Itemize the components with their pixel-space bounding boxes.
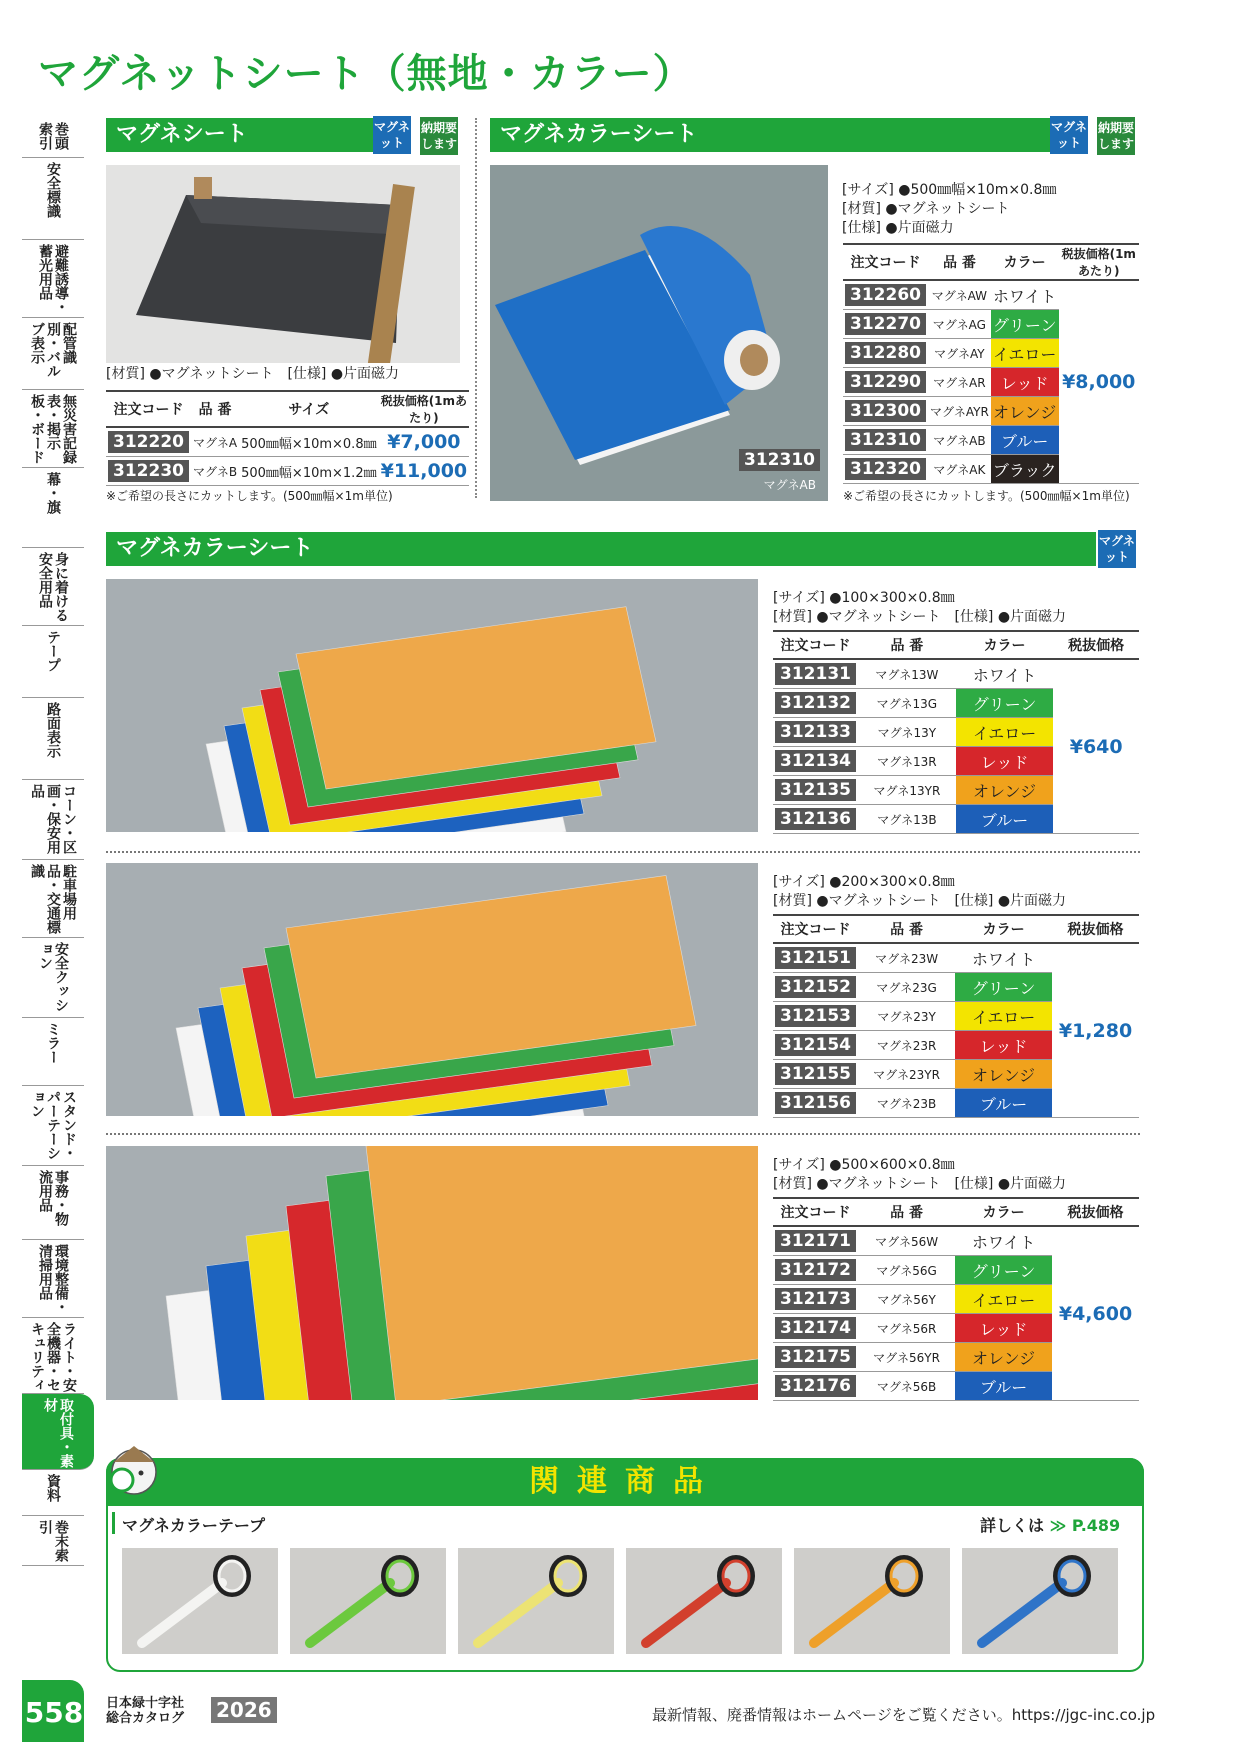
sidenav-item[interactable] xyxy=(22,1166,84,1240)
column-header: 注文コード xyxy=(773,1198,858,1226)
sidenav-item[interactable] xyxy=(22,240,84,318)
part-number: マグネ56B xyxy=(858,1372,955,1401)
sidenav-label: 資料 xyxy=(45,1474,61,1502)
order-code-value: 312136 xyxy=(775,808,856,830)
column-header: カラー xyxy=(955,1198,1052,1226)
sheet-photo-500x600 xyxy=(106,1146,758,1400)
sidenav-item[interactable] xyxy=(22,318,84,390)
sidenav-item[interactable] xyxy=(22,1516,84,1566)
group1-table xyxy=(773,630,1139,834)
sidenav-item[interactable] xyxy=(22,1240,84,1318)
order-code-value: 312132 xyxy=(775,692,856,714)
part-number: マグネAW xyxy=(928,280,991,310)
order-code-value: 312173 xyxy=(775,1288,856,1310)
part-number: マグネ23R xyxy=(858,1031,955,1060)
part-number: マグネ13W xyxy=(858,659,956,689)
order-code-value: 312176 xyxy=(775,1375,856,1397)
order-code-value: 312151 xyxy=(775,947,856,969)
color-name: イエロー xyxy=(956,718,1054,747)
order-code-value: 312220 xyxy=(108,431,189,453)
color-name: オレンジ xyxy=(955,1343,1052,1372)
order-code xyxy=(773,1343,858,1372)
part-number: マグネ23G xyxy=(858,973,955,1002)
section-b-heading: マグネカラーシート xyxy=(490,118,1050,152)
group2-spec xyxy=(773,873,1066,911)
spec-size: [サイズ] ●500㎜幅×10m×0.8㎜ xyxy=(842,182,1057,198)
order-code xyxy=(773,1060,858,1089)
order-code xyxy=(106,427,191,457)
column-header: 税抜価格(1mあたり) xyxy=(1059,244,1140,280)
order-code-value: 312153 xyxy=(775,1005,856,1027)
spec-size: [サイズ] ●100×300×0.8㎜ xyxy=(773,590,955,606)
sidenav-item[interactable] xyxy=(22,1018,84,1086)
order-code xyxy=(843,455,928,484)
order-code xyxy=(773,747,858,776)
table-row xyxy=(106,427,469,457)
sidenav-label: 幕・旗 xyxy=(45,472,61,514)
part-number: マグネAY xyxy=(928,339,991,368)
order-code xyxy=(773,1226,858,1256)
column-header: 品 番 xyxy=(928,244,991,280)
tape-photo xyxy=(794,1548,950,1654)
order-code xyxy=(773,659,858,689)
color-name: イエロー xyxy=(955,1285,1052,1314)
order-code-value: 312270 xyxy=(845,313,926,335)
part-number: マグネAK xyxy=(928,455,991,484)
color-name: グリーン xyxy=(991,310,1059,339)
link-prefix: 詳しくは xyxy=(980,1516,1045,1535)
part-number: マグネ23YR xyxy=(858,1060,955,1089)
catalog-name xyxy=(106,1696,184,1726)
column-header: 品 番 xyxy=(858,915,955,943)
sidenav-item[interactable] xyxy=(22,548,84,626)
section-b-table xyxy=(843,243,1139,484)
group2-table xyxy=(773,914,1139,1118)
table-row xyxy=(773,1226,1139,1256)
order-code-value: 312172 xyxy=(775,1259,856,1281)
group1-spec xyxy=(773,589,1066,627)
sidenav-item[interactable] xyxy=(22,1086,84,1166)
sidenav-item[interactable] xyxy=(22,698,84,780)
order-code xyxy=(773,1002,858,1031)
order-code xyxy=(773,1256,858,1285)
size: 500㎜幅×10m×1.2㎜ xyxy=(239,457,378,486)
mascot-icon xyxy=(104,1440,164,1500)
part-number: マグネA xyxy=(191,427,239,457)
order-code xyxy=(773,1285,858,1314)
order-code xyxy=(106,457,191,486)
sidenav-item[interactable] xyxy=(22,158,84,240)
order-code-value: 312175 xyxy=(775,1346,856,1368)
part-number: マグネAG xyxy=(928,310,991,339)
sidenav-item[interactable] xyxy=(22,118,84,158)
tape-photo xyxy=(962,1548,1118,1654)
part-number: マグネ56R xyxy=(858,1314,955,1343)
sidenav-label: 安全標識 xyxy=(45,162,61,218)
part-number: マグネB xyxy=(191,457,239,486)
order-code-value: 312171 xyxy=(775,1230,856,1252)
sidenav-item[interactable] xyxy=(22,1394,94,1470)
spec-material: [材質] ●マグネットシート [仕様] ●片面磁力 xyxy=(773,609,1067,625)
column-header: 品 番 xyxy=(858,631,956,659)
sidenav-label: スタンド・パーテーション xyxy=(29,1090,77,1160)
part-number: マグネ13B xyxy=(858,805,956,834)
color-name: ホワイト xyxy=(955,1226,1052,1256)
tape-photo xyxy=(122,1548,278,1654)
order-code-value: 312260 xyxy=(845,284,926,306)
order-code xyxy=(843,397,928,426)
column-divider xyxy=(475,118,477,498)
price: ¥8,000 xyxy=(1059,280,1140,484)
order-code-value: 312154 xyxy=(775,1034,856,1056)
order-code xyxy=(843,310,928,339)
divider xyxy=(106,1133,1140,1135)
color-name: ブルー xyxy=(955,1372,1052,1401)
part-number: マグネ56W xyxy=(858,1226,955,1256)
page-title: マグネットシート（無地・カラー） xyxy=(38,51,694,97)
order-code-value: 312134 xyxy=(775,750,856,772)
sidenav-label: 巻末索引 xyxy=(37,1520,69,1562)
color-name: ホワイト xyxy=(956,659,1054,689)
sidenav-label: 環境整備・清掃用品 xyxy=(37,1244,69,1314)
magnet-color-sheet-roll-photo xyxy=(490,165,828,501)
order-code-value: 312133 xyxy=(775,721,856,743)
color-name: イエロー xyxy=(955,1002,1052,1031)
related-products-heading: 関連商品 xyxy=(106,1458,1144,1506)
order-code xyxy=(773,1314,858,1343)
sidenav-label: 巻頭索引 xyxy=(37,122,69,150)
sidenav-label: テープ xyxy=(45,630,61,672)
color-name: ブルー xyxy=(955,1089,1052,1118)
color-name: ホワイト xyxy=(991,280,1059,310)
sheet-photo-100x300 xyxy=(106,579,758,832)
sidenav-label: 避難誘導・蓄光用品 xyxy=(37,244,69,314)
sidenav-item[interactable] xyxy=(22,626,84,698)
part-number: マグネAR xyxy=(928,368,991,397)
color-name: グリーン xyxy=(956,689,1054,718)
section-a-heading: マグネシート xyxy=(106,118,378,152)
part-number: マグネ13Y xyxy=(858,718,956,747)
column-header: 税抜価格 xyxy=(1053,631,1139,659)
photo-code-label: 312310 xyxy=(739,449,820,471)
part-number: マグネ13YR xyxy=(858,776,956,805)
color-name: グリーン xyxy=(955,1256,1052,1285)
part-number: マグネAYR xyxy=(928,397,991,426)
footer-notice: 最新情報、廃番情報はホームページをご覧ください。https://jgc-inc.co.jp xyxy=(652,1706,1156,1724)
part-number: マグネAB xyxy=(928,426,991,455)
order-code-value: 312156 xyxy=(775,1092,856,1114)
column-header: 注文コード xyxy=(106,391,191,427)
color-name: ブラック xyxy=(991,455,1059,484)
related-product-name: マグネカラーテープ xyxy=(122,1516,266,1535)
part-number: マグネ56G xyxy=(858,1256,955,1285)
table-row xyxy=(773,943,1139,973)
tape-photo xyxy=(458,1548,614,1654)
order-code-value: 312310 xyxy=(845,429,926,451)
price: ¥640 xyxy=(1053,659,1139,834)
price: ¥11,000 xyxy=(379,457,470,486)
related-link[interactable] xyxy=(980,1513,1120,1536)
column-header: 注文コード xyxy=(773,631,858,659)
order-code-value: 312230 xyxy=(108,460,189,482)
sidenav-item[interactable] xyxy=(22,390,84,468)
spec-material: [材質] ●マグネットシート [仕様] ●片面磁力 xyxy=(773,1176,1067,1192)
sidenav-label: ライト・安全機器・セキュリティ xyxy=(29,1322,77,1392)
color-name: オレンジ xyxy=(991,397,1059,426)
sidenav-label: 身に着ける安全用品 xyxy=(37,552,69,622)
link-page[interactable]: P.489 xyxy=(1071,1516,1121,1535)
color-name: イエロー xyxy=(991,339,1059,368)
color-name: ブルー xyxy=(991,426,1059,455)
divider xyxy=(106,851,1140,853)
photo-part-label: マグネAB xyxy=(763,478,816,492)
spec-material: [材質] ●マグネットシート [仕様] ●片面磁力 xyxy=(773,893,1067,909)
magnet-tag: マグネット xyxy=(1098,530,1136,568)
spec-feature: [仕様] ●片面磁力 xyxy=(842,220,954,236)
order-code-value: 312280 xyxy=(845,342,926,364)
spec-size: [サイズ] ●200×300×0.8㎜ xyxy=(773,874,955,890)
table-row xyxy=(773,659,1139,689)
column-header: 注文コード xyxy=(843,244,928,280)
table-row xyxy=(106,457,469,486)
part-number: マグネ56YR xyxy=(858,1343,955,1372)
color-name: レッド xyxy=(991,368,1059,397)
sidenav-item[interactable] xyxy=(22,1470,84,1516)
column-header: 注文コード xyxy=(773,915,858,943)
magnet-tag: マグネット xyxy=(1050,116,1088,154)
order-code xyxy=(843,280,928,310)
column-header: 税抜価格 xyxy=(1052,915,1139,943)
sidenav-item[interactable] xyxy=(22,938,84,1018)
order-code-value: 312131 xyxy=(775,663,856,685)
color-name: ブルー xyxy=(956,805,1054,834)
part-number: マグネ13G xyxy=(858,689,956,718)
lead-time-tag: 納期要します xyxy=(419,116,459,156)
color-name: レッド xyxy=(955,1031,1052,1060)
sheet-photo-200x300 xyxy=(106,863,758,1116)
price: ¥7,000 xyxy=(379,427,470,457)
color-name: グリーン xyxy=(955,973,1052,1002)
column-header: カラー xyxy=(956,631,1054,659)
section-b-note: ※ご希望の長さにカットします。(500㎜幅×1m単位) xyxy=(843,489,1130,503)
order-code-value: 312300 xyxy=(845,400,926,422)
price: ¥4,600 xyxy=(1052,1226,1139,1401)
column-header: カラー xyxy=(991,244,1059,280)
product-marker xyxy=(112,1512,115,1534)
part-number: マグネ56Y xyxy=(858,1285,955,1314)
order-code xyxy=(773,776,858,805)
sidenav-label: 配管識別・バルブ表示 xyxy=(29,322,77,378)
sidenav-label: 事務・物流用品 xyxy=(37,1170,69,1226)
order-code xyxy=(843,368,928,397)
part-number: マグネ23Y xyxy=(858,1002,955,1031)
order-code xyxy=(843,339,928,368)
price: ¥1,280 xyxy=(1052,943,1139,1118)
sidenav-item[interactable] xyxy=(22,468,84,548)
order-code xyxy=(773,805,858,834)
order-code-value: 312320 xyxy=(845,458,926,480)
section-c-heading: マグネカラーシート xyxy=(106,532,1096,566)
order-code xyxy=(843,426,928,455)
lead-time-tag: 納期要します xyxy=(1096,116,1136,156)
section-a-table xyxy=(106,390,469,486)
group3-table xyxy=(773,1197,1139,1401)
section-b-spec xyxy=(842,181,1056,238)
color-name: レッド xyxy=(955,1314,1052,1343)
order-code xyxy=(773,718,858,747)
order-code-value: 312174 xyxy=(775,1317,856,1339)
page-number: 558 xyxy=(24,1696,84,1729)
part-number: マグネ23W xyxy=(858,943,955,973)
sidenav-label: 安全クッション xyxy=(37,942,69,1012)
catalog-title: 総合カタログ xyxy=(106,1711,185,1726)
tape-photo xyxy=(626,1548,782,1654)
part-number: マグネ23B xyxy=(858,1089,955,1118)
size: 500㎜幅×10m×0.8㎜ xyxy=(239,427,378,457)
catalog-publisher: 日本緑十字社 xyxy=(106,1696,185,1711)
sidenav-item[interactable] xyxy=(22,780,84,860)
column-header: カラー xyxy=(955,915,1052,943)
section-a-spec: [材質] ●マグネットシート [仕様] ●片面磁力 xyxy=(106,366,400,382)
sidenav-label: ミラー xyxy=(45,1022,61,1064)
table-row xyxy=(843,280,1139,310)
sidenav-label: コーン・区画・保安用品 xyxy=(29,784,77,854)
order-code-value: 312152 xyxy=(775,976,856,998)
color-name: オレンジ xyxy=(955,1060,1052,1089)
part-number: マグネ13R xyxy=(858,747,956,776)
column-header: 品 番 xyxy=(191,391,239,427)
color-name: ホワイト xyxy=(955,943,1052,973)
order-code-value: 312135 xyxy=(775,779,856,801)
column-header: 税抜価格 xyxy=(1052,1198,1139,1226)
magnet-sheet-roll-photo xyxy=(106,165,460,363)
order-code xyxy=(773,1089,858,1118)
column-header: サイズ xyxy=(239,391,378,427)
order-code xyxy=(773,1031,858,1060)
group3-spec xyxy=(773,1156,1066,1194)
column-header: 税抜価格(1mあたり) xyxy=(379,391,470,427)
sidenav-label: 駐車場用品・交通標識 xyxy=(29,864,77,934)
sidenav-item[interactable] xyxy=(22,1318,84,1394)
color-name: オレンジ xyxy=(956,776,1054,805)
section-a-note: ※ご希望の長さにカットします。(500㎜幅×1m単位) xyxy=(106,489,393,503)
sidenav-label: 無災害記録表・掲示板・ボード xyxy=(29,394,77,464)
order-code-value: 312290 xyxy=(845,371,926,393)
catalog-year: 2026 xyxy=(211,1697,277,1723)
order-code-value: 312155 xyxy=(775,1063,856,1085)
sidenav-label: 取付具・素材 xyxy=(42,1398,74,1468)
color-name: レッド xyxy=(956,747,1054,776)
spec-material: [材質] ●マグネットシート xyxy=(842,201,1010,217)
tape-photo xyxy=(290,1548,446,1654)
order-code xyxy=(773,1372,858,1401)
magnet-tag: マグネット xyxy=(373,116,411,154)
order-code xyxy=(773,689,858,718)
order-code xyxy=(773,943,858,973)
double-chevron-icon: ≫ xyxy=(1049,1516,1067,1535)
sidenav-item[interactable] xyxy=(22,860,84,938)
order-code xyxy=(773,973,858,1002)
column-header: 品 番 xyxy=(858,1198,955,1226)
spec-size: [サイズ] ●500×600×0.8㎜ xyxy=(773,1157,955,1173)
sidenav-label: 路面表示 xyxy=(45,702,61,758)
